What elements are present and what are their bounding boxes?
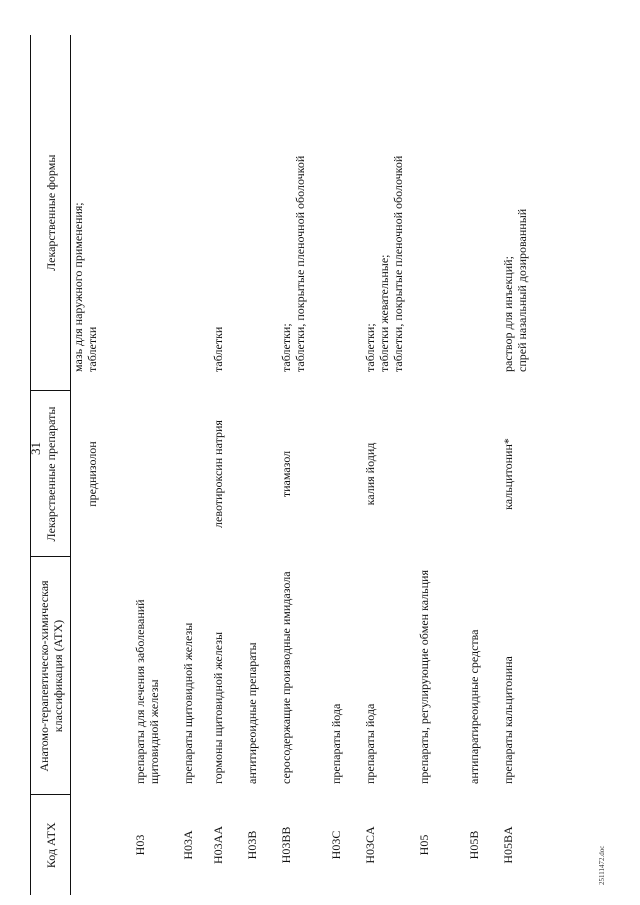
drug-cell: тиамазол xyxy=(278,450,293,498)
atc-code-cell xyxy=(71,795,133,895)
drug-cell: калия йодид xyxy=(362,442,377,506)
atc-code-cell: H03BB xyxy=(278,826,293,864)
atc-table-container xyxy=(30,35,600,895)
classification-cell: препараты йода xyxy=(328,703,343,784)
drug-cell xyxy=(133,391,181,557)
dosage-form-cell: таблетки; таблетки, покрытые пленочной оболочкой xyxy=(278,155,307,372)
table-row xyxy=(181,35,211,895)
header-atc-code: Код АТХ xyxy=(31,795,71,895)
classification-cell: антипаратиреоидные средства xyxy=(466,629,481,784)
dosage-form-cell xyxy=(329,35,363,391)
drug-cell: кальцитонин* xyxy=(500,438,515,510)
atc-code-cell: H03A xyxy=(180,830,195,860)
table-row xyxy=(417,35,467,895)
atc-code-cell: H03AA xyxy=(210,826,225,864)
dosage-form-cell: мазь для наружного применения; таблетки xyxy=(71,202,99,372)
dosage-form-cell: раствор для инъекций; спрей назальный дозированный xyxy=(500,208,529,372)
drug-cell xyxy=(245,391,279,557)
drug-cell xyxy=(181,391,211,557)
classification-cell: препараты для лечения заболеваний щитовидной железы xyxy=(132,599,161,784)
classification-cell: препараты йода xyxy=(362,703,377,784)
table-row xyxy=(501,35,541,895)
classification-cell: антитиреоидные препараты xyxy=(244,642,259,784)
atc-code-cell: H05B xyxy=(466,830,481,860)
atc-code-cell: H03 xyxy=(132,834,147,856)
dosage-form-cell xyxy=(245,35,279,391)
atc-drug-table xyxy=(30,35,541,895)
header-drugs: Лекарственные препараты xyxy=(31,391,71,557)
classification-cell: препараты, регулирующие обмен кальция xyxy=(416,570,431,784)
classification-cell: препараты щитовидной железы xyxy=(180,622,195,784)
atc-code-cell: H05BA xyxy=(500,826,515,864)
table-row xyxy=(245,35,279,895)
dosage-form-cell xyxy=(133,35,181,391)
dosage-form-cell xyxy=(467,35,501,391)
table-row xyxy=(71,35,133,895)
dosage-form-cell: таблетки xyxy=(210,326,225,372)
table-row xyxy=(211,35,245,895)
table-row xyxy=(467,35,501,895)
classification-cell xyxy=(71,557,133,795)
classification-cell: серосодержащие производные имидазола xyxy=(278,571,293,784)
header-atc-classification: Анатомо-терапевтическо-химическая классификация (АТХ) xyxy=(31,557,71,795)
dosage-form-cell xyxy=(417,35,467,391)
dosage-form-cell: таблетки; таблетки жевательные; таблетки, покрытые пленочной оболочкой xyxy=(362,155,405,372)
table-header-row xyxy=(31,35,71,895)
drug-cell: преднизолон xyxy=(85,441,99,507)
atc-code-cell: H03B xyxy=(244,830,259,860)
atc-code-cell: H05 xyxy=(416,834,431,856)
dosage-form-cell xyxy=(181,35,211,391)
header-dosage-forms: Лекарственные формы xyxy=(31,35,71,391)
classification-cell: препараты кальцитонина xyxy=(500,656,515,784)
drug-cell xyxy=(329,391,363,557)
table-row xyxy=(363,35,417,895)
table-row xyxy=(279,35,329,895)
table-row xyxy=(329,35,363,895)
page-number: 31 xyxy=(28,442,43,455)
atc-code-cell: H03CA xyxy=(362,826,377,864)
drug-cell xyxy=(417,391,467,557)
drug-cell xyxy=(467,391,501,557)
atc-code-cell: H03C xyxy=(328,830,343,860)
drug-cell: левотироксин натрия xyxy=(210,420,225,528)
table-row xyxy=(133,35,181,895)
document-footer-filename: 25111472.doc xyxy=(598,845,606,885)
classification-cell: гормоны щитовидной железы xyxy=(210,631,225,784)
